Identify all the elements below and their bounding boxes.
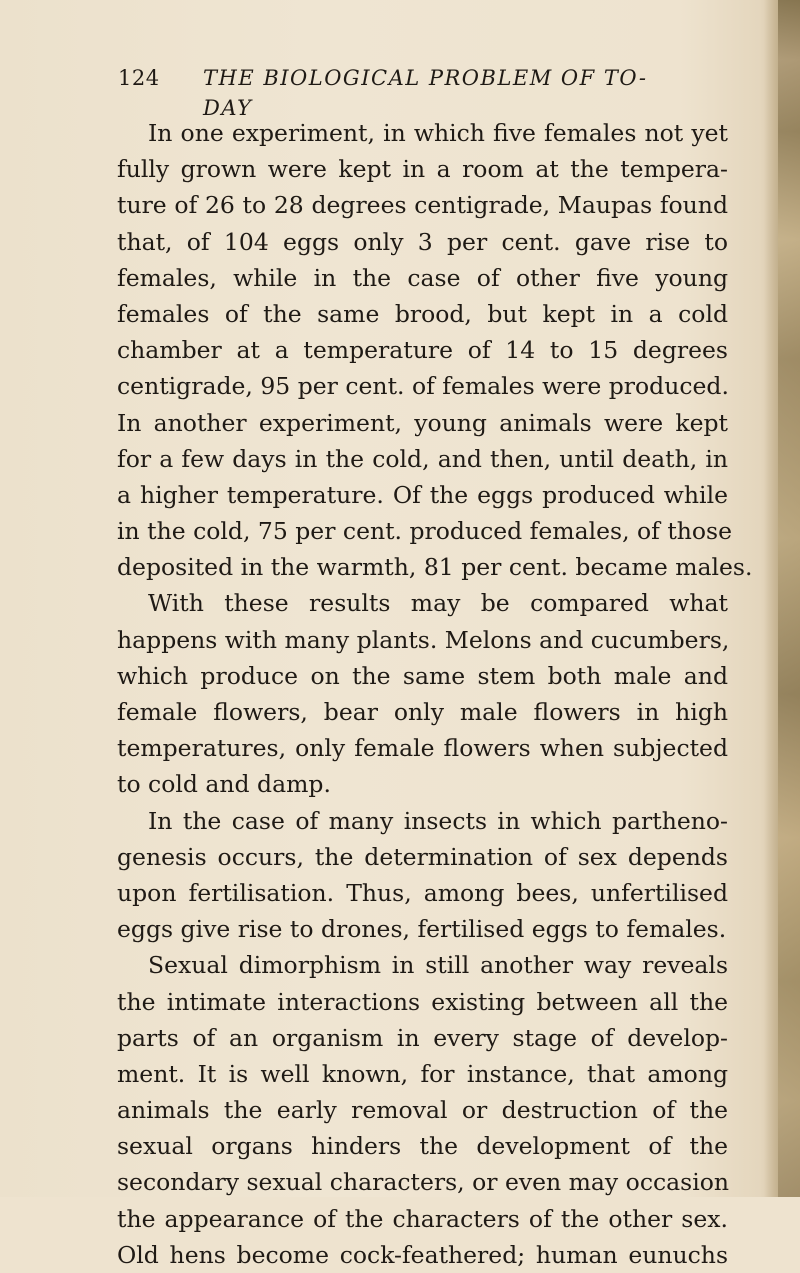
text-line: happens with many plants. Melons and cucumbers, (117, 625, 730, 654)
text-line: In the case of many insects in which partheno- (148, 806, 728, 835)
text-line: female flowers, bear only male flowers in high (117, 698, 728, 726)
text-line: that, of 104 eggs only 3 per cent. gave rise to (117, 227, 728, 256)
text-line: Sexual dimorphism in still another way reveals (148, 951, 728, 980)
text-line: ment. It is well known, for instance, that among (117, 1059, 728, 1088)
text-line: the intimate interactions existing between all the (117, 987, 728, 1016)
text-line: eggs give rise to drones, fertilised eggs to females. (117, 915, 727, 944)
text-line: parts of an organism in every stage of develop- (117, 1023, 728, 1052)
text-line: to cold and damp. (117, 770, 331, 799)
text-line: animals the early removal or destruction of the (117, 1096, 728, 1125)
text-line: centigrade, 95 per cent. of females were produced. (117, 372, 729, 401)
text-line: fully grown were kept in a room at the tempera- (117, 155, 728, 184)
text-line: females of the same brood, but kept in a cold (117, 299, 728, 328)
text-line: a higher temperature. Of the eggs produced while (117, 480, 728, 509)
text-line: females, while in the case of other five young (117, 263, 728, 292)
page-header (118, 63, 678, 120)
text-line: In one experiment, in which five females not yet (148, 119, 728, 147)
text-line: temperatures, only female flowers when subjected (117, 734, 728, 763)
text-line: which produce on the same stem both male and (117, 661, 728, 690)
text-line: secondary sexual characters, or even may occasion (117, 1168, 730, 1197)
text-line: chamber at a temperature of 14 to 15 degrees (117, 336, 728, 365)
text-line: upon fertilisation. Thus, among bees, unfertilised (117, 878, 728, 907)
body-text (117, 115, 753, 1273)
text-line: genesis occurs, the determination of sex depends (117, 842, 728, 871)
page-edge-shadow (764, 0, 778, 1197)
page-edge-stain (778, 0, 800, 1197)
running-head: THE BIOLOGICAL PROBLEM OF TO-DAY (203, 66, 648, 120)
page-number: 124 (118, 66, 160, 90)
text-line: ture of 26 to 28 degrees centigrade, Maupas found (117, 191, 728, 220)
text-line: the appearance of the characters of the other sex. (117, 1204, 728, 1233)
text-line: Old hens become cock-feathered; human eunuchs (117, 1240, 728, 1269)
text-line: in the cold, 75 per cent. produced females, of those (117, 517, 733, 546)
text-line: sexual organs hinders the development of the (117, 1132, 728, 1161)
text-line: for a few days in the cold, and then, until death, in (117, 444, 728, 473)
text-line: In another experiment, young animals were kept (117, 408, 728, 437)
text-line: deposited in the warmth, 81 per cent. became males. (117, 553, 753, 582)
text-line: With these results may be compared what (148, 589, 728, 618)
